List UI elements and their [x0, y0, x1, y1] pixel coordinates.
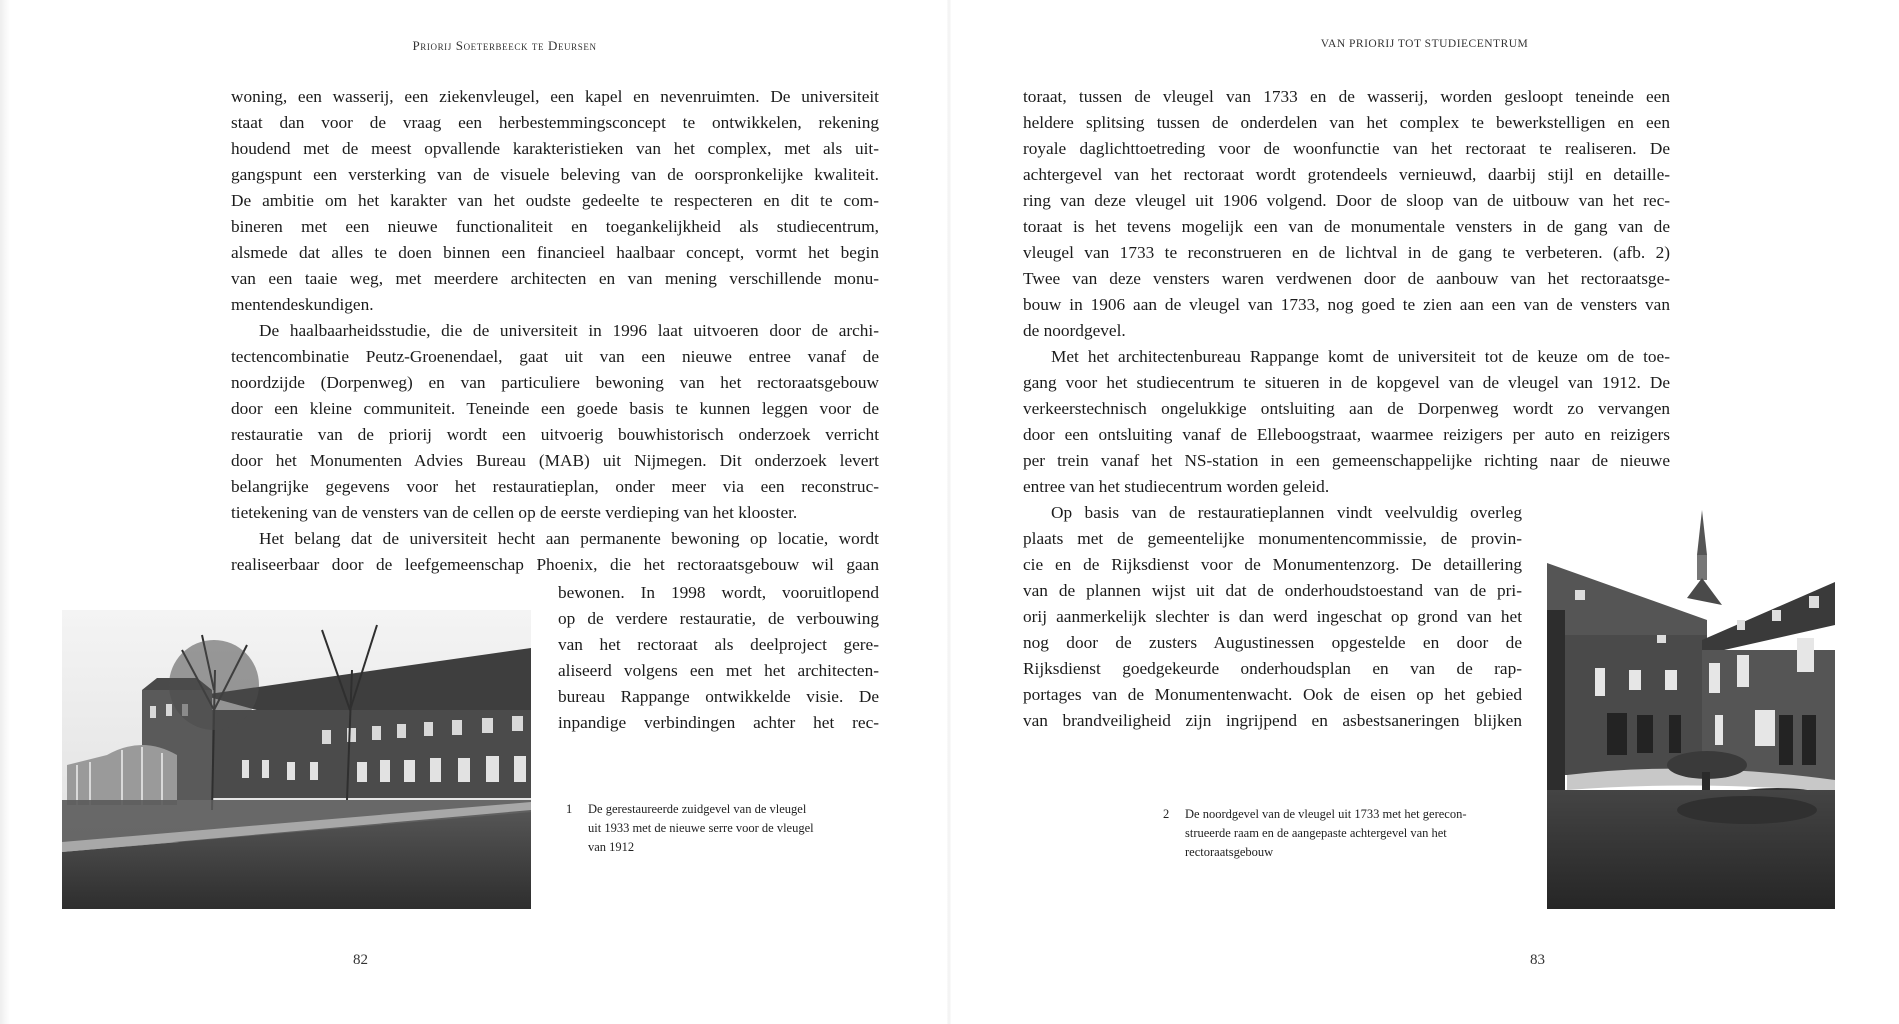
text-line: vleugel van 1733 te reconstrueren en de lichtval in de gang te verbeteren. (afb. 2) — [1023, 243, 1670, 262]
text-line: bouw in 1906 aan de vleugel van 1733, nog goed te zien aan een van de vensters van — [1023, 295, 1670, 314]
text-line: entree van het studiecentrum worden geleid. — [1023, 477, 1330, 496]
text-line: door een kleine communiteit. Teneinde een goede basis te kunnen leggen voor de — [231, 399, 879, 418]
caption-line: van 1912 — [588, 840, 635, 854]
text-line: bewonen. In 1998 wordt, vooruitlopend — [558, 583, 879, 602]
text-line: restauratie van de priorij wordt een uitvoerig bouwhistorisch onderzoek verricht — [231, 425, 879, 444]
text-line: plaats met de gemeentelijke monumentencommissie, de provin- — [1023, 529, 1522, 548]
text-line: Twee van deze vensters waren verdwenen door de aanbouw van het rectoraatsge- — [1023, 269, 1670, 288]
text-line: De haalbaarheidsstudie, die de universiteit in 1996 laat uitvoeren door de archi- — [259, 321, 879, 340]
page-82 — [0, 0, 949, 1024]
text-line: Rijksdienst goedgekeurde onderhoudsplan en van de rap- — [1023, 659, 1522, 678]
courtyard-photo-image — [1547, 510, 1835, 909]
text-line: achtergevel van het rectoraat wordt grotendeels vernieuwd, daarbij stijl en detaille- — [1023, 165, 1670, 184]
page-number: 83 — [1530, 952, 1545, 968]
text-line: mentendeskundigen. — [231, 295, 374, 314]
caption-line: strueerde raam en de aangepaste achtergevel van het — [1185, 826, 1447, 840]
text-line: noordzijde (Dorpenweg) en van particuliere bewoning van het rectoraatsgebouw — [231, 373, 879, 392]
figure-2-caption — [1163, 805, 1493, 862]
text-line: bureau Rappange ontwikkelde visie. De — [558, 687, 879, 706]
text-line: cie en de Rijksdienst voor de Monumentenzorg. De detaillering — [1023, 555, 1522, 574]
caption-line: De gerestaureerde zuidgevel van de vleugel — [588, 802, 807, 816]
text-line: inpandige verbindingen achter het rec- — [558, 713, 879, 732]
text-line: tietekening van de vensters van de cellen op de eerste verdieping van het klooster. — [231, 503, 798, 522]
right-body-text — [1023, 84, 1670, 500]
photo-south-facade — [62, 610, 531, 909]
text-line: bineren met een nieuwe functionaliteit en toegankelijkheid als studiecentrum, — [231, 217, 879, 236]
left-body-text-wrap — [558, 580, 879, 736]
photo-north-facade — [1547, 510, 1835, 909]
text-line: Met het architectenbureau Rappange komt de universiteit tot de keuze om de toe- — [1051, 347, 1670, 366]
text-line: portages van de Monumentenwacht. Ook de eisen op het gebied — [1023, 685, 1522, 704]
text-line: ring van deze vleugel uit 1906 volgend. Door de sloop van de uitbouw van het rec- — [1023, 191, 1670, 210]
text-line: Op basis van de restauratieplannen vindt veelvuldig overleg — [1051, 503, 1522, 522]
text-line: realiseerbaar door de leefgemeenschap Phoenix, die het rectoraatsgebouw wil gaan — [231, 555, 879, 574]
text-line: door het Monumenten Advies Bureau (MAB) uit Nijmegen. Dit onderzoek levert — [231, 451, 879, 470]
figure-number: 1 — [566, 802, 573, 816]
paragraph — [1023, 84, 1670, 344]
text-line: belangrijke gegevens voor het restauratieplan, onder meer via een reconstruc- — [231, 477, 879, 496]
paragraph — [1023, 344, 1670, 500]
text-line: toraat is het tevens mogelijk een van de monumentale vensters in de gang van de — [1023, 217, 1670, 236]
text-line: van het rectoraat als deelproject gere- — [558, 635, 879, 654]
figure-1-caption — [566, 800, 886, 857]
text-line: woning, een wasserij, een ziekenvleugel, een kapel en nevenruimten. De universiteit — [231, 87, 879, 106]
figure-number: 2 — [1163, 807, 1170, 821]
text-line: staat dan voor de vraag een herbestemmingsconcept te ontwikkelen, rekening — [231, 113, 879, 132]
text-line: Het belang dat de universiteit hecht aan permanente bewoning op locatie, wordt — [259, 529, 879, 548]
right-body-text-wrap — [1023, 500, 1522, 734]
text-line: alsmede dat alles te doen binnen een financieel haalbaar concept, vormt het begin — [231, 243, 879, 262]
text-line: gangspunt een versterking van de visuele beleving van de oorspronkelijke kwaliteit. — [231, 165, 879, 184]
running-head-right: VAN PRIORIJ TOT STUDIECENTRUM — [1320, 38, 1529, 50]
text-line: aliseerd volgens een met het architecten- — [558, 661, 879, 680]
paragraph — [1023, 500, 1522, 734]
text-line: tectencombinatie Peutz-Groenendael, gaat uit van een nieuwe entree vanaf de — [231, 347, 879, 366]
page-number: 82 — [353, 952, 368, 968]
building-photo-image — [62, 610, 531, 909]
text-line: van een taaie weg, met meerdere architecten en van mening verschillende monu- — [231, 269, 879, 288]
text-line: van de plannen wijst uit dat de onderhoudstoestand van de pri- — [1023, 581, 1522, 600]
text-line: houdend met de meest opvallende karakteristieken van het complex, met als uit- — [231, 139, 879, 158]
paragraph — [231, 318, 879, 526]
text-line: orij aanmerkelijk slechter is dan werd ingeschat op grond van het — [1023, 607, 1522, 626]
text-line: per trein vanaf het NS-station in een gemeenschappelijke richting naar de nieuwe — [1023, 451, 1670, 470]
paragraph-continued — [558, 580, 879, 736]
text-line: royale daglichttoetreding voor de woonfunctie van het rectoraat te realiseren. De — [1023, 139, 1670, 158]
paragraph — [231, 84, 879, 318]
text-line: nog door de zusters Augustinessen opgestelde en door de — [1023, 633, 1522, 652]
text-line: van brandveiligheid zijn ingrijpend en asbestsaneringen blijken — [1023, 711, 1522, 730]
text-line: door een ontsluiting vanaf de Elleboogstraat, waarmee reizigers per auto en reizigers — [1023, 425, 1670, 444]
caption-line: De noordgevel van de vleugel uit 1733 met het gerecon- — [1185, 807, 1467, 821]
text-line: toraat, tussen de vleugel van 1733 en de wasserij, worden gesloopt teneinde een — [1023, 87, 1670, 106]
text-line: op de verdere restauratie, de verbouwing — [558, 609, 879, 628]
text-line: de noordgevel. — [1023, 321, 1126, 340]
text-line: gang voor het studiecentrum te situeren in de kopgevel van de vleugel van 1912. De — [1023, 373, 1670, 392]
text-line: verkeerstechnisch ongelukkige ontsluiting aan de Dorpenweg wordt zo vervangen — [1023, 399, 1670, 418]
left-body-text — [231, 84, 879, 578]
text-line: De ambitie om het karakter van het oudste gedeelte te respecteren en dit te com- — [231, 191, 879, 210]
page-83 — [950, 0, 1899, 1024]
paragraph — [231, 526, 879, 578]
caption-line: uit 1933 met de nieuwe serre voor de vleugel — [588, 821, 814, 835]
text-line: heldere splitsing tussen de onderdelen van het complex te bewerkstelligen en een — [1023, 113, 1670, 132]
caption-line: rectoraatsgebouw — [1185, 845, 1274, 859]
running-head-left: Priorij Soeterbeeck te Deursen — [412, 38, 597, 53]
